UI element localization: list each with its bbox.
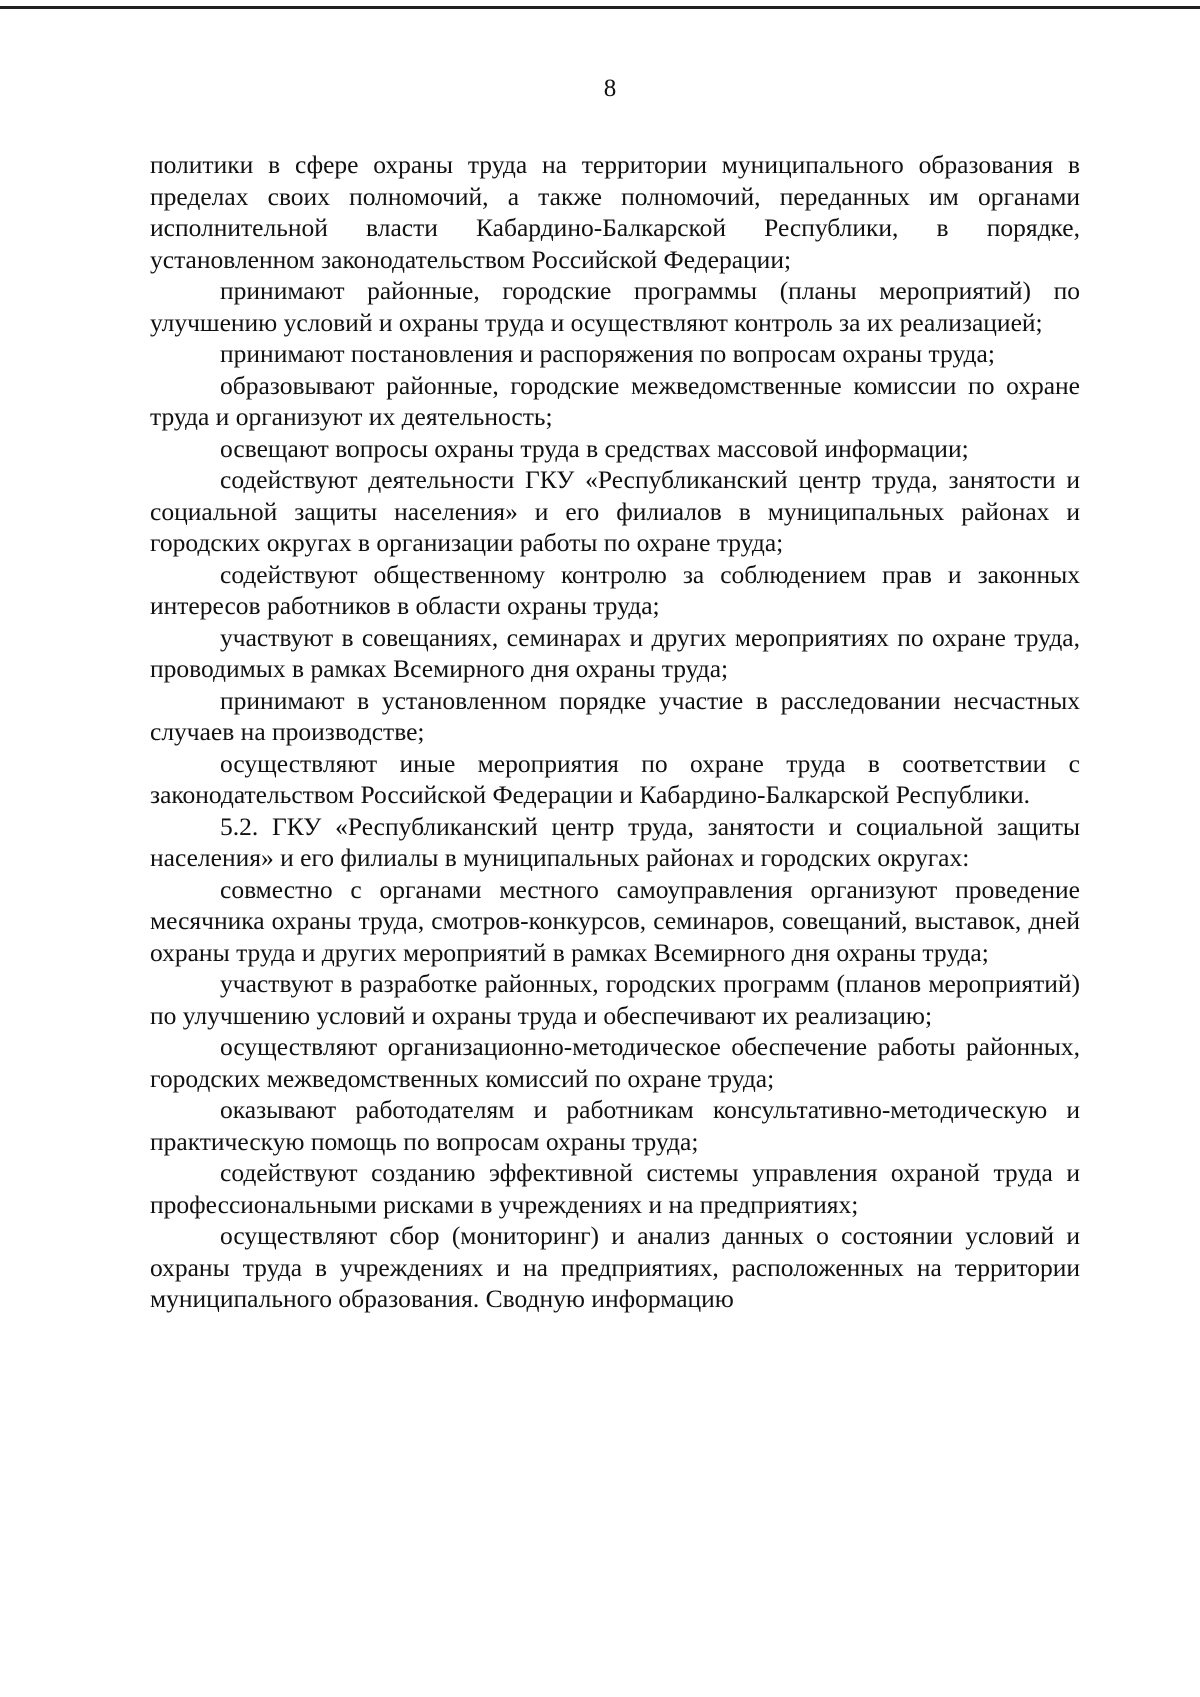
paragraph: осуществляют сбор (мониторинг) и анализ данных о состоянии условий и охраны труда в учреждениях и на предприятиях, расположенных на территории муниципального образования. Сводную информацию [150, 1221, 1080, 1313]
paragraph: осуществляют иные мероприятия по охране труда в соответствии с законодательством Российской Федерации и Кабардино-Балкарской Республики. [150, 748, 1080, 809]
paragraph: оказывают работодателям и работникам консультативно-методическую и практическую помощь по вопросам охраны труда; [150, 1095, 1080, 1156]
paragraph: освещают вопросы охраны труда в средствах массовой информации; [220, 433, 969, 463]
page-number: 8 [603, 75, 617, 102]
paragraph: участвуют в разработке районных, городских программ (планов мероприятий) по улучшению условий и охраны труда и обеспечивают их реализацию; [150, 969, 1080, 1030]
paragraph: совместно с органами местного самоуправления организуют проведение месячника охраны труда, смотров-конкурсов, семинаров, совещаний, выставок, дней охраны труда и других мероприятий в рамках Всемирного дня охраны труда; [150, 874, 1080, 967]
top-border-line [0, 6, 1200, 9]
paragraph: содействуют созданию эффективной системы управления охраной труда и профессиональными рисками в учреждениях и на предприятиях; [150, 1158, 1080, 1219]
paragraph: осуществляют организационно-методическое обеспечение работы районных, городских межведомственных комиссий по охране труда; [150, 1032, 1080, 1093]
paragraph: образовывают районные, городские межведомственные комиссии по охране труда и организуют их деятельность; [150, 370, 1080, 431]
section-heading-5-2: 5.2. ГКУ «Республиканский центр труда, занятости и социальной защиты населения» и его филиалы в муниципальных районах и городских округах: [150, 811, 1080, 872]
paragraph: участвуют в совещаниях, семинарах и других мероприятиях по охране труда, проводимых в рамках Всемирного дня охраны труда; [150, 622, 1080, 683]
paragraph: принимают районные, городские программы (планы мероприятий) по улучшению условий и охраны труда и осуществляют контроль за их реализацией; [150, 276, 1080, 337]
paragraph: содействуют общественному контролю за соблюдением прав и законных интересов работников в области охраны труда; [150, 559, 1080, 620]
paragraph: принимают постановления и распоряжения по вопросам охраны труда; [220, 339, 995, 368]
paragraph: политики в сфере охраны труда на территории муниципального образования в пределах своих полномочий, а также полномочий, переданных им органами исполнительной власти Кабардино-Балкарской Республики, в порядке, установленном законодательством Российской Федерации; [150, 150, 1080, 274]
paragraph: содействуют деятельности ГКУ «Республиканский центр труда, занятости и социальной защиты населения» и его филиалов в муниципальных районах и городских округах в организации работы по охране труда; [150, 465, 1080, 557]
paragraph: принимают в установленном порядке участие в расследовании несчастных случаев на производстве; [150, 685, 1080, 746]
document-body [150, 149, 1080, 1315]
